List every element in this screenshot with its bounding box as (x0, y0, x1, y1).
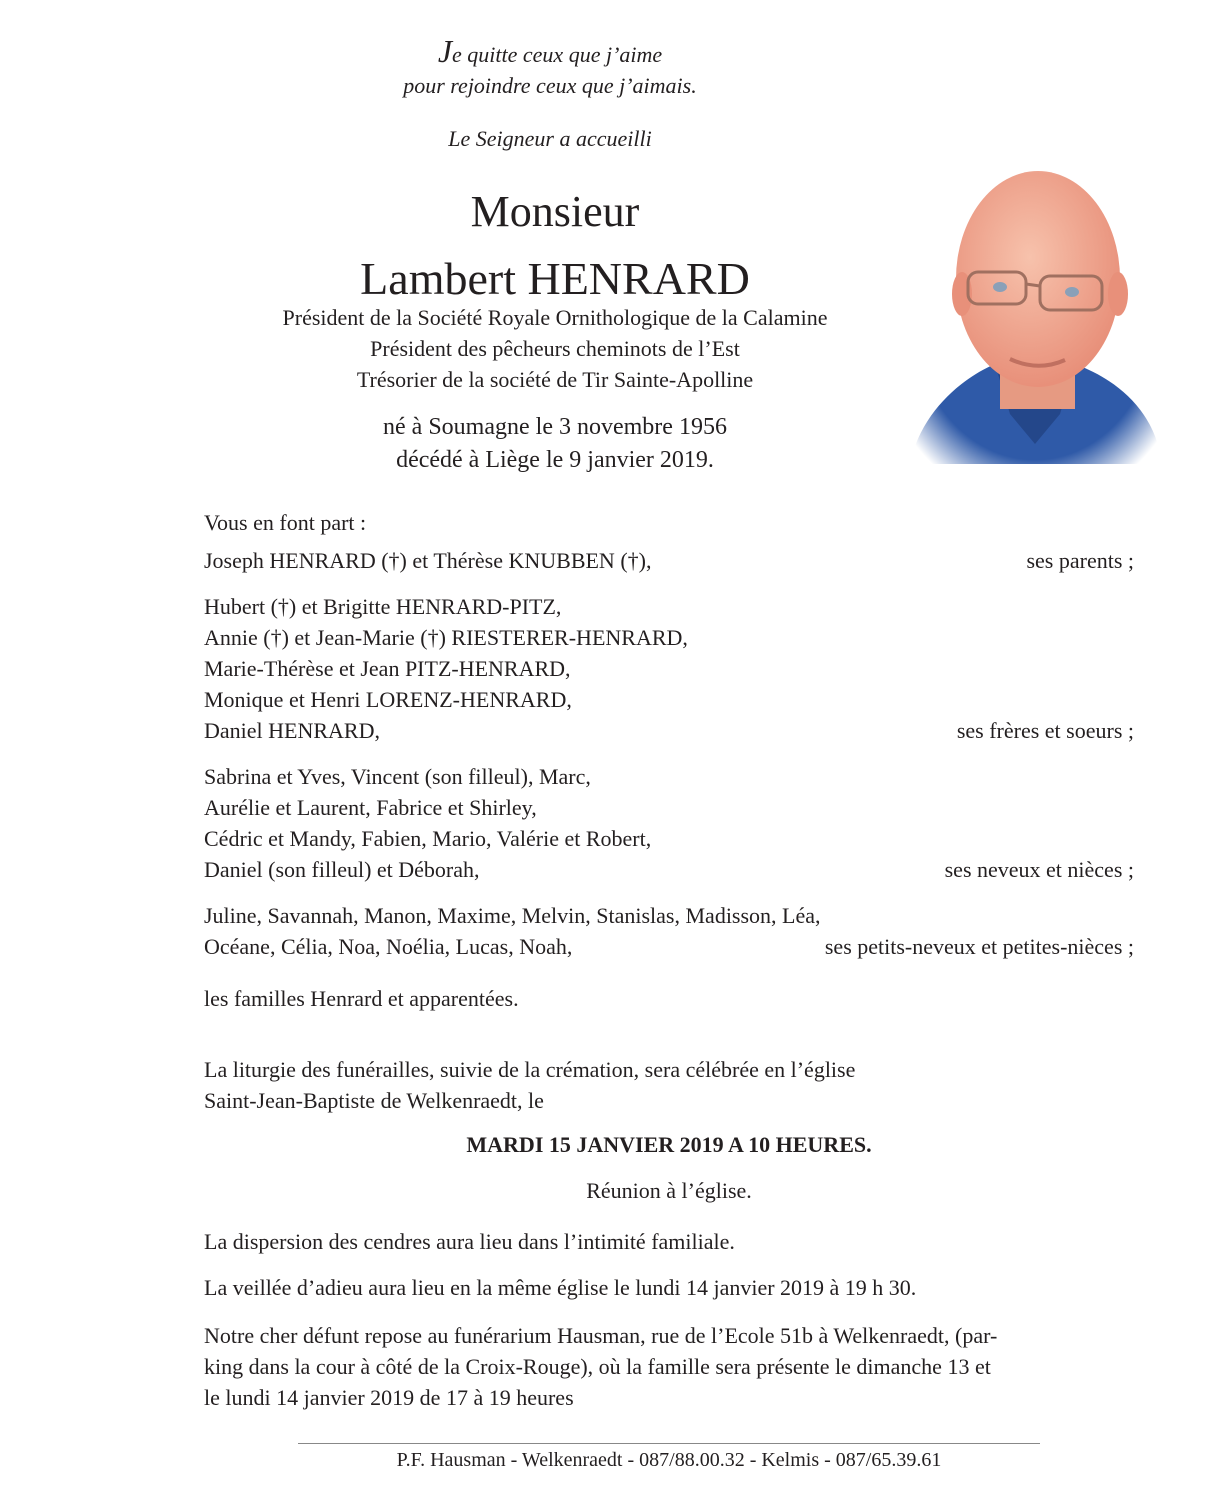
relation-label: ses frères et soeurs ; (956, 718, 1134, 743)
liturgy-text (204, 1054, 1134, 1116)
meeting-place: Réunion à l’église. (586, 1178, 752, 1203)
portrait-photo (900, 164, 1170, 482)
role-1: Président de la Société Royale Ornithologique de la Calamine (282, 305, 828, 330)
dispersion-text: La dispersion des cendres aura lieu dans l’intimité familiale. (204, 1229, 735, 1254)
family-intro: Vous en font part : (204, 510, 367, 535)
family-closing: les familles Henrard et apparentées. (204, 986, 519, 1011)
roles-list (205, 302, 905, 395)
family-line: Daniel HENRARD, (204, 718, 380, 743)
epigraph-line-2: pour rejoindre ceux que j’aimais. (403, 73, 697, 98)
vigil-text: La veillée d’adieu aura lieu en la même église le lundi 14 janvier 2019 à 19 h 30. (204, 1275, 917, 1300)
family-line: Cédric et Mandy, Fabien, Mario, Valérie et Robert, (204, 826, 652, 851)
death-line: décédé à Liège le 9 janvier 2019. (396, 447, 714, 473)
life-dates (255, 411, 855, 477)
funerarium-line-2: king dans la cour à côté de la Croix-Rouge), où la famille sera présente le dimanche 13 et (204, 1354, 991, 1379)
role-3: Trésorier de la société de Tir Sainte-Apolline (356, 367, 754, 392)
ceremony-datetime: MARDI 15 JANVIER 2019 A 10 HEURES. (466, 1132, 872, 1157)
family-line: Océane, Célia, Noa, Noélia, Lucas, Noah, (204, 934, 573, 959)
role-2: Président des pêcheurs cheminots de l’Est (370, 336, 740, 361)
funeral-home-contact: P.F. Hausman - Welkenraedt - 087/88.00.32 - Kelmis - 087/65.39.61 (396, 1449, 942, 1471)
funerarium-line-3: le lundi 14 janvier 2019 de 17 à 19 heures (204, 1385, 574, 1410)
funerarium-line-1: Notre cher défunt repose au funérarium Hausman, rue de l’Ecole 51b à Welkenraedt, (par- (204, 1323, 998, 1348)
family-line: Hubert (†) et Brigitte HENRARD-PITZ, (204, 594, 562, 619)
welcome-text: Le Seigneur a accueilli (448, 126, 652, 151)
relation-label: ses parents ; (1026, 548, 1134, 573)
epigraph-initial: J (437, 33, 453, 69)
birth-line: né à Soumagne le 3 novembre 1956 (383, 414, 727, 440)
family-line: Monique et Henri LORENZ-HENRARD, (204, 687, 572, 712)
family-group-nephews (204, 761, 1134, 885)
family-group-siblings (204, 591, 1134, 746)
portrait-illustration (900, 164, 1170, 482)
family-line: Marie-Thérèse et Jean PITZ-HENRARD, (204, 656, 571, 681)
family-line: Aurélie et Laurent, Fabrice et Shirley, (204, 795, 537, 820)
deceased-name: Lambert HENRARD (360, 253, 750, 304)
family-line: Annie (†) et Jean-Marie (†) RIESTERER-HENRARD, (204, 625, 688, 650)
epigraph-line-1-text: e quitte ceux que j’aime (452, 42, 663, 67)
liturgy-line-1: La liturgie des funérailles, suivie de la crémation, sera célébrée en l’église (204, 1057, 856, 1082)
family-line: Joseph HENRARD (†) et Thérèse KNUBBEN (†), (204, 548, 652, 573)
footer-divider (298, 1443, 1040, 1444)
family-group-grandnephews (204, 900, 1134, 962)
family-line: Juline, Savannah, Manon, Maxime, Melvin, Stanislas, Madisson, Léa, (204, 903, 821, 928)
salutation: Monsieur (470, 187, 640, 236)
relation-label: ses neveux et nièces ; (944, 857, 1134, 882)
family-line: Daniel (son filleul) et Déborah, (204, 857, 480, 882)
liturgy-line-2: Saint-Jean-Baptiste de Welkenraedt, le (204, 1088, 544, 1113)
funerarium-text (204, 1320, 1134, 1413)
relation-label: ses petits-neveux et petites-nièces ; (824, 934, 1134, 959)
family-group-parents (204, 545, 1134, 576)
epigraph-line-1 (330, 33, 770, 70)
family-line: Sabrina et Yves, Vincent (son filleul), Marc, (204, 764, 591, 789)
